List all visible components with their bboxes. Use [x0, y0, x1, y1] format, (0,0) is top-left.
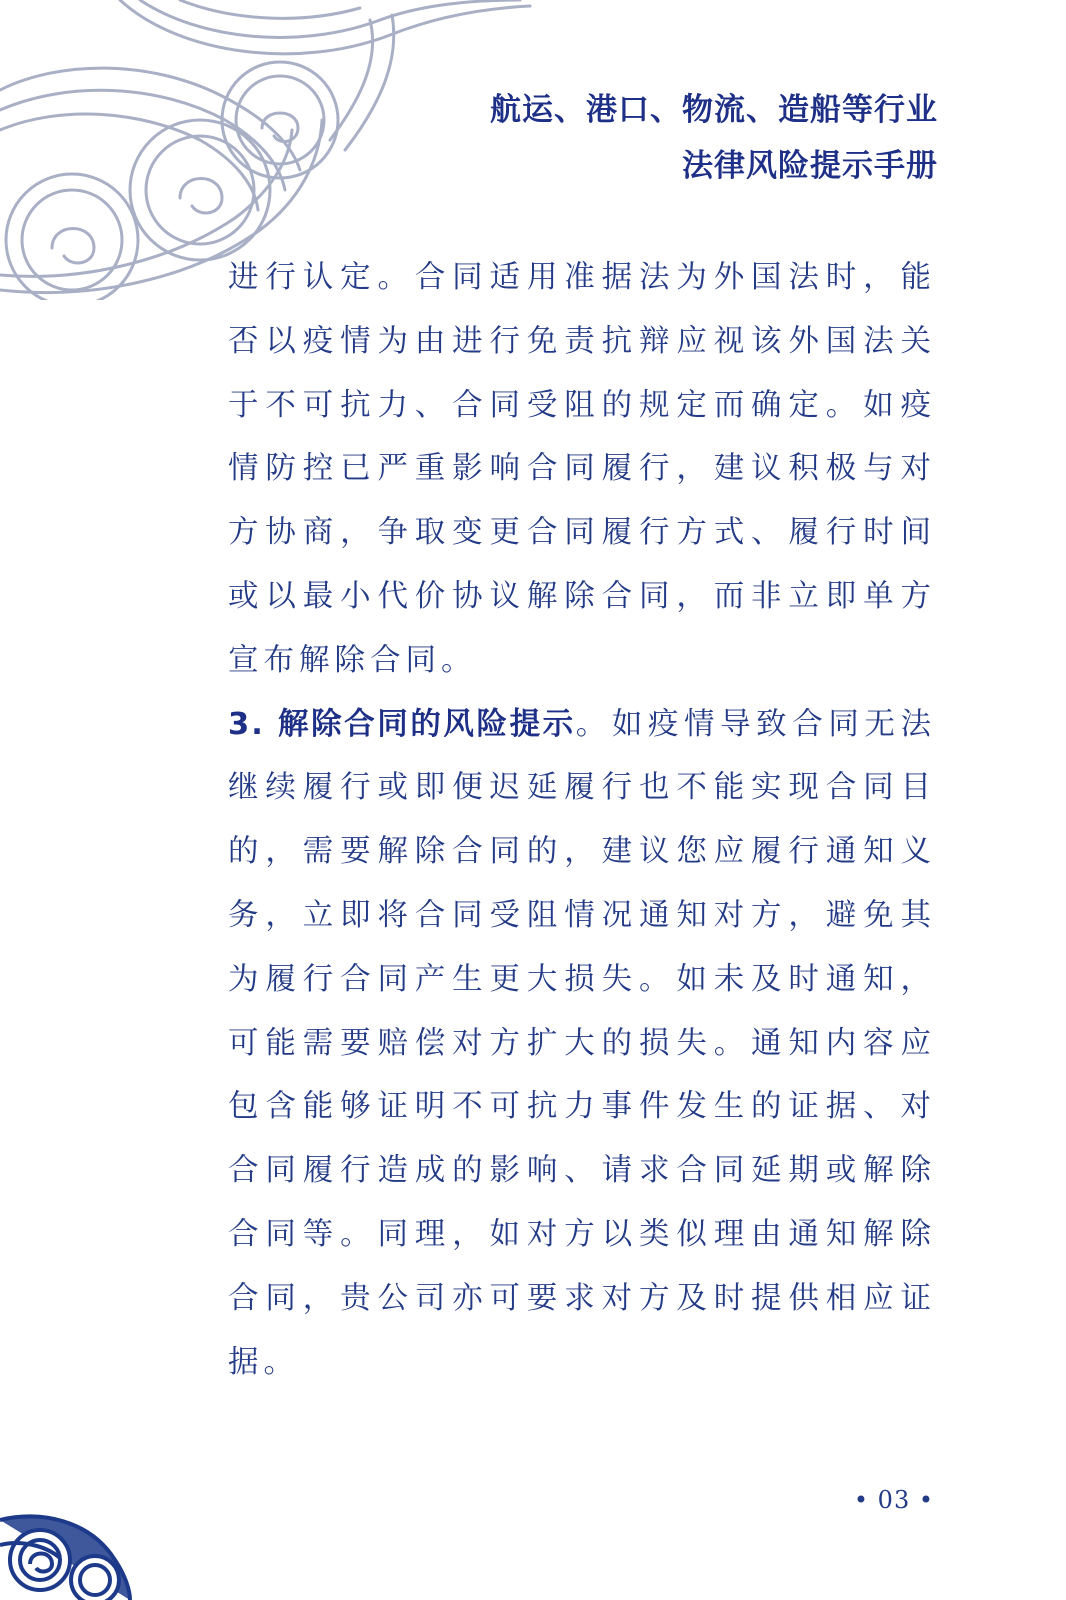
paragraph-1: 进行认定。合同适用准据法为外国法时，能否以疫情为由进行免责抗辩应视该外国法关于不可抗力、合同受阻的规定而确定。如疫情防控已严重影响合同履行，建议积极与对方协商，争取变更合同履行方式、履行时间或以最小代价协议解除合同，而非立即单方宣布解除合同。	[228, 260, 936, 678]
body-text	[228, 246, 936, 1394]
section-3-heading: 3. 解除合同的风险提示	[228, 706, 576, 742]
header-title-line1: 航运、港口、物流、造船等行业	[490, 92, 938, 128]
section-3-text: 。如疫情导致合同无法继续履行或即便迟延履行也不能实现合同目的，需要解除合同的，建议您应履行通知义务，立即将合同受阻情况通知对方，避免其为履行合同产生更大损失。如未及时通知，可能需要赔偿对方扩大的损失。通知内容应包含能够证明不可抗力事件发生的证据、对合同履行造成的影响、请求合同延期或解除合同等。同理，如对方以类似理由通知解除合同，贵公司亦可要求对方及时提供相应证据。	[228, 706, 936, 1380]
document-header	[490, 82, 938, 194]
paragraph-section-3	[228, 693, 936, 1395]
header-title-line2: 法律风险提示手册	[682, 148, 938, 184]
cloud-ornament-bottom-icon	[0, 1490, 140, 1600]
page-number: • 03 •	[853, 1486, 934, 1514]
